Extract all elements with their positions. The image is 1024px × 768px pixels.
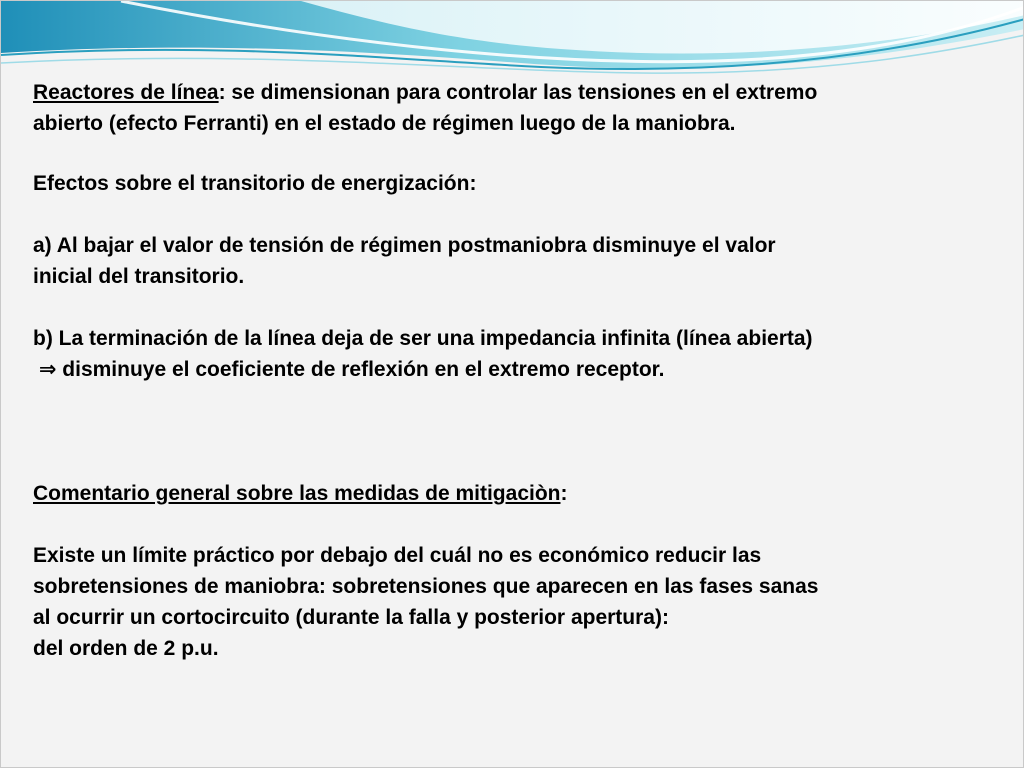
slide-content bbox=[33, 77, 1003, 664]
limite-line4: del orden de 2 p.u. bbox=[33, 637, 219, 660]
comentario-colon: : bbox=[560, 482, 568, 505]
item-b bbox=[33, 323, 1003, 385]
item-b-line1: b) La terminación de la línea deja de ser una impedancia infinita (línea abierta) bbox=[33, 327, 813, 350]
limite-line1: Existe un límite práctico por debajo del cuál no es económico reducir las bbox=[33, 544, 762, 567]
limite-line3: al ocurrir un cortocircuito (durante la falla y posterior apertura): bbox=[33, 606, 669, 629]
paragraph-reactores bbox=[33, 77, 1003, 139]
limite-line2: sobretensiones de maniobra: sobretensiones que aparecen en las fases sanas bbox=[33, 575, 819, 598]
efectos-heading: Efectos sobre el transitorio de energización: bbox=[33, 172, 477, 195]
item-a-line2: inicial del transitorio. bbox=[33, 265, 245, 288]
item-a-line1: a) Al bajar el valor de tensión de régimen postmaniobra disminuye el valor bbox=[33, 234, 776, 257]
reactores-heading: Reactores de línea bbox=[33, 81, 219, 104]
item-a bbox=[33, 230, 1003, 292]
comentario-heading-row bbox=[33, 478, 1003, 509]
item-b-line2: disminuye el coeficiente de reflexión en el extremo receptor. bbox=[62, 358, 665, 381]
comentario-heading: Comentario general sobre las medidas de mitigaciòn bbox=[33, 482, 561, 505]
reactores-text-line2: abierto (efecto Ferranti) en el estado de régimen luego de la maniobra. bbox=[33, 112, 736, 135]
paragraph-limite bbox=[33, 540, 1003, 664]
implies-arrow-icon: ⇒ bbox=[38, 358, 57, 381]
reactores-text: : se dimensionan para controlar las tensiones en el extremo bbox=[218, 81, 818, 104]
